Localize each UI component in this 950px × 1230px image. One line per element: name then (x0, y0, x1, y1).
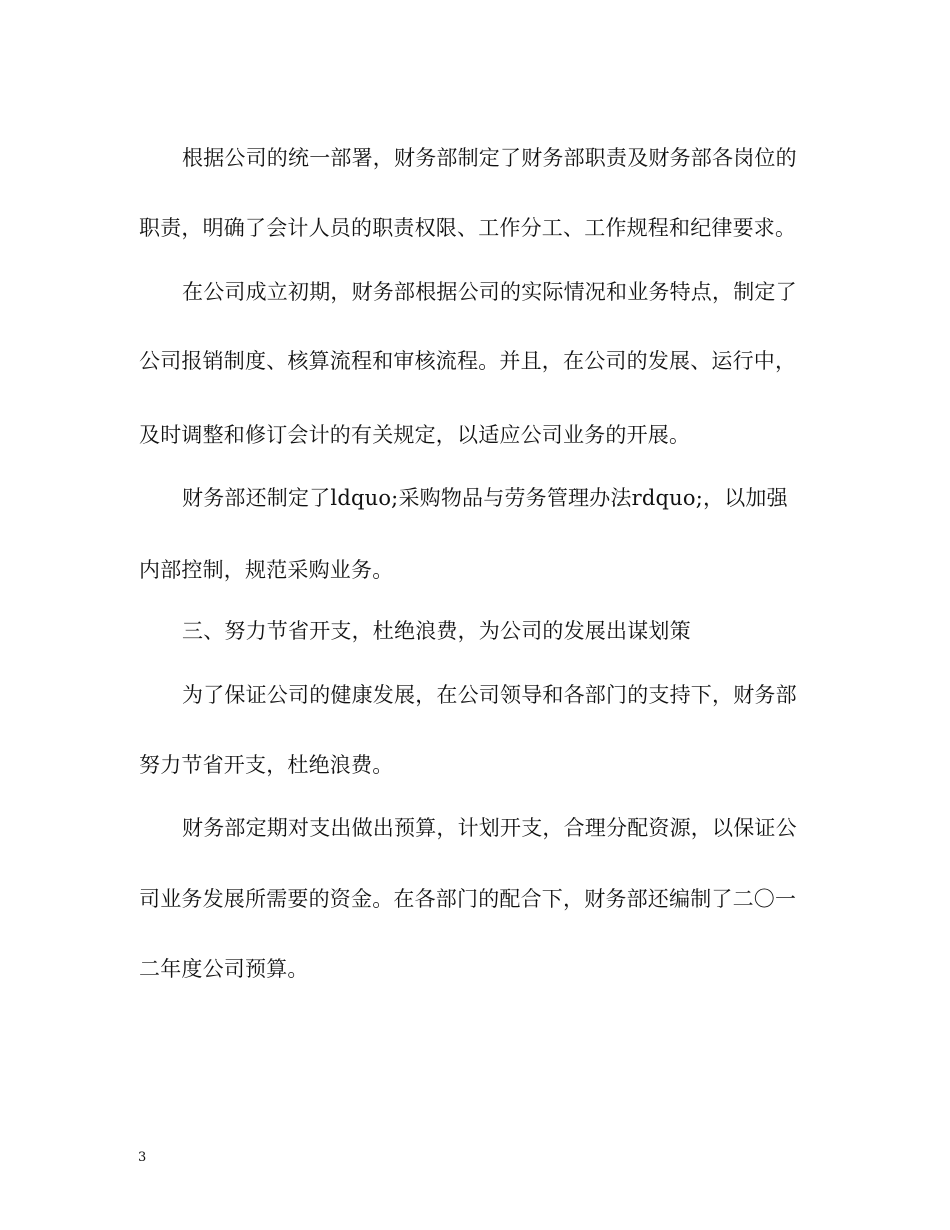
paragraph-line: 为了保证公司的健康发展，在公司领导和各部门的支持下，财务部 (182, 683, 797, 707)
paragraph-line: 在公司成立初期，财务部根据公司的实际情况和业务特点，制定了 (182, 280, 797, 304)
page-number: 3 (138, 1150, 147, 1165)
section-heading: 三、努力节省开支，杜绝浪费，为公司的发展出谋划策 (182, 619, 691, 643)
paragraph-line: 二年度公司预算。 (139, 957, 309, 981)
paragraph-line: 财务部定期对支出做出预算，计划开支，合理分配资源，以保证公 (182, 816, 797, 840)
paragraph-line: 职责，明确了会计人员的职责权限、工作分工、工作规程和纪律要求。 (139, 216, 797, 240)
paragraph-line: 根据公司的统一部署，财务部制定了财务部职责及财务部各岗位的 (182, 146, 797, 170)
paragraph-line: 财务部还制定了ldquo;采购物品与劳务管理办法rdquo;，以加强 (182, 486, 788, 510)
paragraph-line: 努力节省开支，杜绝浪费。 (139, 753, 394, 777)
paragraph-line: 及时调整和修订会计的有关规定，以适应公司业务的开展。 (139, 423, 691, 447)
paragraph-line: 内部控制，规范采购业务。 (139, 558, 394, 582)
paragraph-line: 司业务发展所需要的资金。在各部门的配合下，财务部还编制了二〇一 (139, 887, 797, 911)
paragraph-line: 公司报销制度、核算流程和审核流程。并且，在公司的发展、运行中， (139, 349, 797, 373)
